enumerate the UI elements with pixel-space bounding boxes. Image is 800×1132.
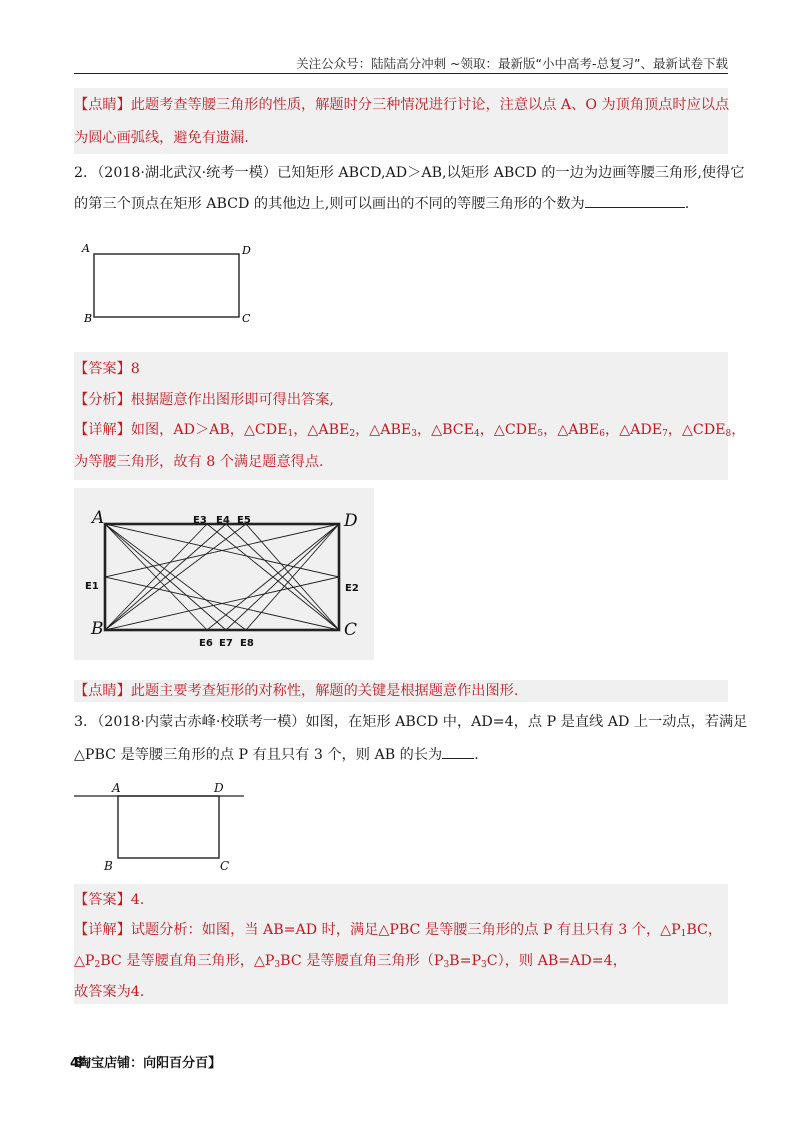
page-number: 48 [70, 1056, 79, 1071]
q2-detail-seg: ， [731, 422, 746, 438]
q3-detail-seg: 试题分析：如图，当 AB=AD 时，满足△PBC 是等腰三角形的点 P 有且只有 3 个，△P [130, 922, 681, 938]
q2-figure-triangles [74, 488, 374, 660]
q2-detail-seg: ，△ABE [355, 422, 412, 438]
label-E6: E6 [199, 638, 213, 649]
label-D-3: D [214, 781, 224, 795]
q2-detail-sub: 7 [662, 429, 668, 439]
q3-stem-text: △PBC 是等腰三角形的点 P 有且只有 3 个，则 AB 的长为 [74, 747, 443, 763]
tip-1-text: 此题考查等腰三角形的性质，解题时分三种情况进行讨论，注意以点 A、O 为顶角顶点时应以点 [130, 97, 730, 113]
q2-detail-line2: 为等腰三角形，故有 8 个满足题意得点. [74, 454, 324, 470]
q2-detail-line1 [74, 420, 746, 440]
label-B-2: B [91, 619, 104, 639]
tip-1-line1 [74, 95, 728, 115]
label-E2: E2 [345, 583, 359, 594]
q2-detail-seg: ，△ABE [293, 422, 350, 438]
q2-stem-line2 [74, 193, 728, 214]
q3-answer-blank [442, 744, 474, 759]
q3-detail-line3: 故答案为4. [74, 984, 145, 1000]
q3-detail-tag: 【详解】 [74, 922, 131, 938]
q2-analysis-text: 根据题意作出图形即可得出答案, [130, 392, 334, 408]
q3-stem-line2 [74, 744, 728, 765]
q3-detail-seg: BC， [686, 922, 723, 938]
q3-detail-line2 [74, 951, 728, 971]
q2-detail-tag: 【详解】 [74, 422, 131, 438]
page-header: 关注公众号：陆陆高分冲刺 ~领取：最新版“小中高考-总复习”、最新试卷下载 [296, 56, 728, 71]
q2-detail-seg: ，△CDE [479, 422, 538, 438]
q2-stem-text: 的第三个顶点在矩形 ABCD 的其他边上,则可以画出的不同的等腰三角形的个数为 [74, 196, 585, 212]
label-D: D [242, 244, 251, 257]
q2-detail-seg: ，△ADE [605, 422, 663, 438]
q2-answer-line [74, 359, 728, 379]
q2-figure-rectangle [80, 240, 260, 330]
label-C-3: C [220, 859, 230, 872]
tip-1-tag: 【点睛】 [74, 97, 131, 113]
q2-stem-end: . [684, 196, 690, 212]
rectangle-abcd-3 [118, 796, 219, 858]
footer-shop: 淘宝店铺：向阳百分百】 [78, 1056, 222, 1071]
q3-detail-line1 [74, 920, 728, 940]
q2-detail-sub: 6 [599, 429, 606, 439]
q2-detail-sub: 8 [725, 429, 732, 439]
q2-detail-seg: ，△ABE [543, 422, 600, 438]
q2-answer-value: 8 [130, 361, 140, 377]
q3-answer-tag: 【答案】 [74, 892, 131, 908]
q3-detail-seg: B=P [449, 953, 482, 969]
q3-stem-end: . [474, 747, 479, 763]
rectangle-abcd [94, 254, 239, 317]
label-A: A [82, 242, 90, 255]
label-C-2: C [344, 620, 358, 640]
rectangle-abcd-2 [105, 524, 339, 630]
q2-detail-seg: ，△BCE [416, 422, 474, 438]
q2-analysis-tag: 【分析】 [74, 392, 131, 408]
q2-detail-sub: 5 [537, 429, 544, 439]
q2-detail-sub: 3 [411, 429, 417, 439]
q2-detail-sub: 2 [349, 429, 356, 439]
q3-answer-line [74, 890, 728, 910]
q3-detail-sub: 1 [680, 929, 687, 939]
q3-stem-line1: 3．（2018·内蒙古赤峰·校联考一模）如图，在矩形 ABCD 中，AD=4，点 P 是直线 AD 上一动点，若满足 [74, 714, 748, 730]
label-B-3: B [104, 859, 113, 872]
label-C: C [242, 312, 251, 325]
header-rule [74, 73, 728, 74]
page-footer [70, 1052, 221, 1071]
q3-detail-seg: BC 是等腰直角三角形，△P [100, 953, 275, 969]
q2-tip-tag: 【点睛】 [74, 683, 131, 699]
tip-1-line2: 为圆心画弧线，避免有遗漏. [74, 130, 249, 146]
label-E4: E4 [216, 515, 230, 526]
q2-detail-seg: ，△CDE [667, 422, 726, 438]
q3-detail-sub: 3 [443, 960, 450, 970]
q2-stem-line1: 2．（2018·湖北武汉·统考一模）已知矩形 ABCD,AD＞AB,以矩形 ABCD 的一边为边画等腰三角形,使得它 [74, 165, 745, 181]
q2-detail-sub: 4 [473, 429, 480, 439]
q2-tip-line [74, 681, 728, 701]
q3-detail-seg: △P [74, 953, 95, 969]
q3-answer-value: 4. [130, 892, 145, 908]
q2-answer-blank [585, 193, 685, 208]
q2-tip-text: 此题主要考查矩形的对称性，解题的关键是根据题意作出图形. [130, 683, 519, 699]
q3-detail-seg: BC 是等腰直角三角形（P [280, 953, 444, 969]
label-E5: E5 [237, 515, 251, 526]
q2-detail-seg: 如图，AD＞AB，△CDE [130, 422, 288, 438]
q3-detail-sub: 3 [481, 960, 487, 970]
q3-detail-seg: C），则 AB=AD=4， [486, 953, 627, 969]
q3-detail-sub: 2 [94, 960, 101, 970]
q3-figure [74, 780, 254, 872]
q2-analysis-line [74, 390, 728, 410]
q3-detail-sub: 3 [274, 960, 281, 970]
label-D-2: D [344, 511, 358, 531]
label-A-2: A [92, 508, 105, 528]
q2-answer-tag: 【答案】 [74, 361, 131, 377]
label-E7: E7 [219, 638, 233, 649]
label-A-3: A [112, 781, 121, 795]
label-E3: E3 [193, 515, 207, 526]
label-B: B [84, 312, 93, 325]
label-E1: E1 [85, 581, 99, 592]
label-E8: E8 [240, 638, 254, 649]
q2-detail-sub: 1 [287, 429, 294, 439]
